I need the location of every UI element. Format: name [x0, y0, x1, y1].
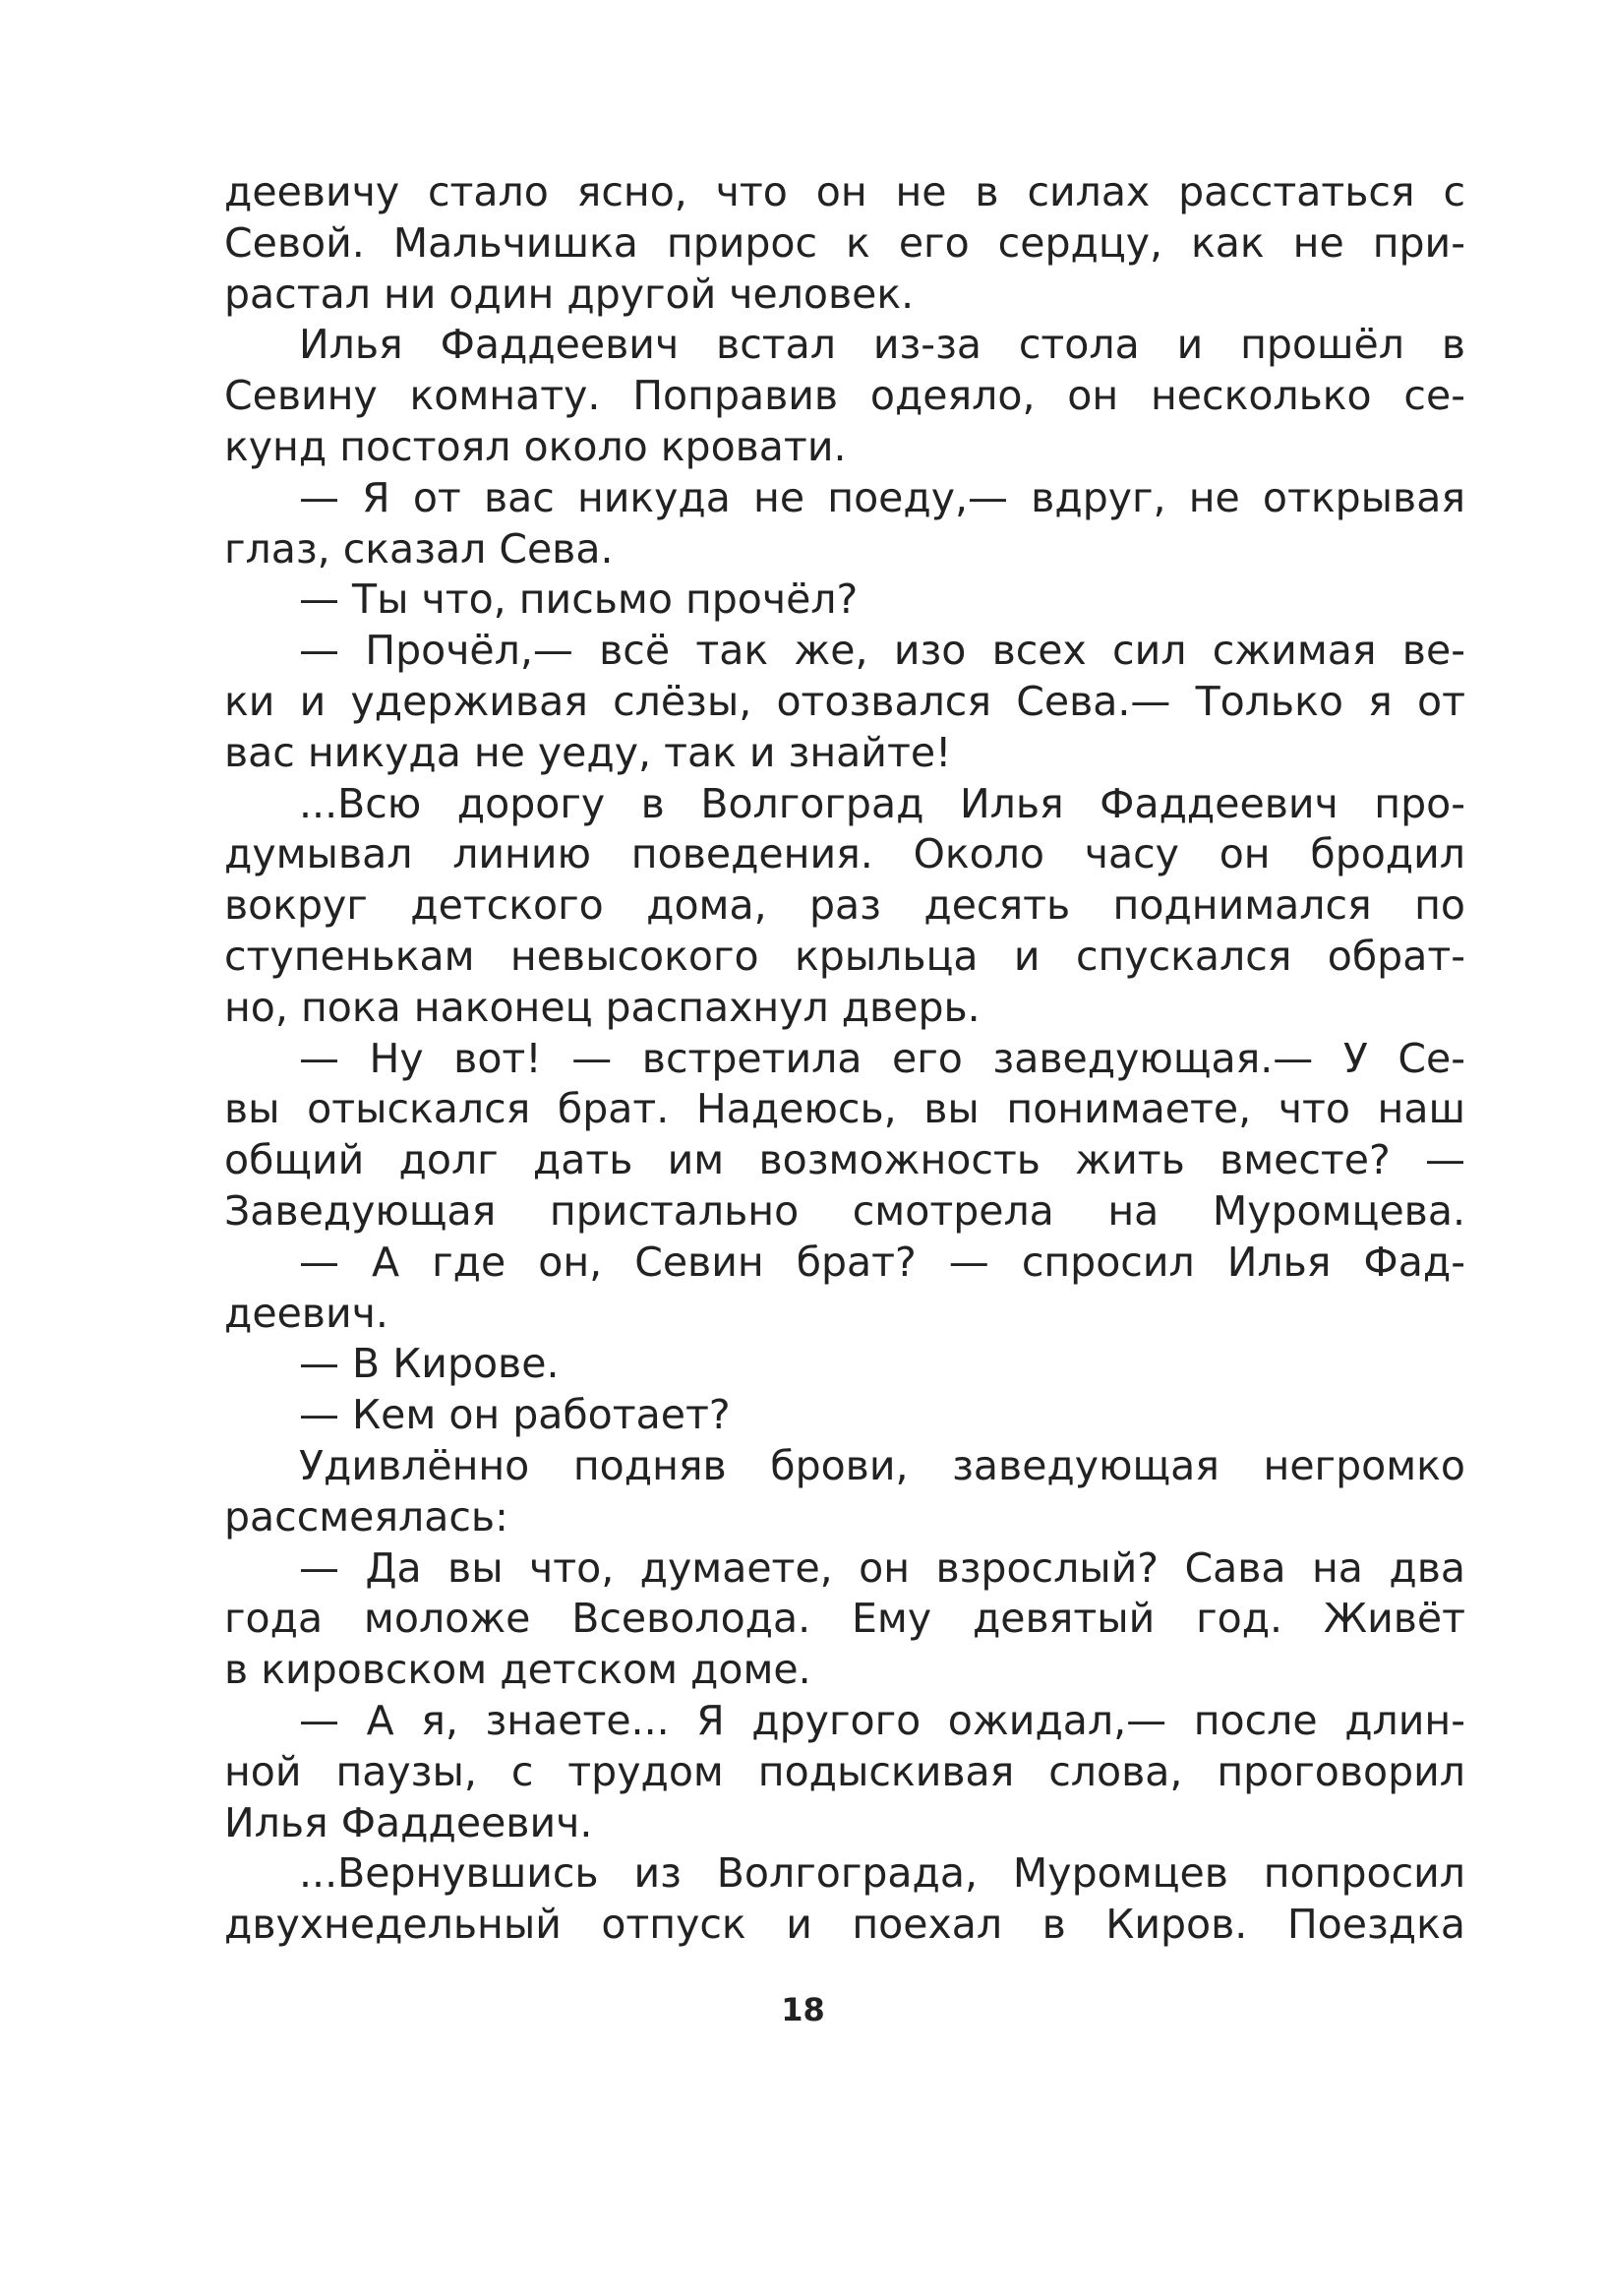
text-line: Удивлённо подняв брови, заведующая негромко [299, 1441, 1465, 1489]
text-line: ступенькам невысокого крыльца и спускался обрат- [224, 932, 1465, 980]
text-line: — Ты что, письмо прочёл? [299, 575, 859, 624]
page-text [224, 167, 1465, 1951]
text-line: вы отыскался брат. Надеюсь, вы понимаете, что наш [224, 1085, 1465, 1133]
text-line: двухнедельный отпуск и поехал в Киров. Поездка [224, 1901, 1465, 1949]
text-line: — А я, знаете... Я другого ожидал,— после длин- [299, 1696, 1465, 1744]
text-line: Илья Фаддеевич встал из-за стола и прошёл в [299, 321, 1465, 369]
text-line: Илья Фаддеевич. [224, 1798, 593, 1846]
text-line: ...Вернувшись из Волгограда, Муромцев попросил [299, 1849, 1465, 1898]
text-line: в кировском детском доме. [224, 1646, 811, 1694]
text-line: — Ну вот! — встретила его заведующая.— У Се- [299, 1034, 1465, 1082]
text-line: кунд постоял около кровати. [224, 422, 847, 470]
text-line: ...Всю дорогу в Волгоград Илья Фаддеевич про- [299, 779, 1465, 827]
text-line: Севой. Мальчишка прирос к его сердцу, как не при- [224, 218, 1465, 267]
text-line: года моложе Всеволода. Ему девятый год. Живёт [224, 1595, 1465, 1643]
text-line: общий долг дать им возможность жить вместе? — [224, 1136, 1465, 1184]
text-line: рассмеялась: [224, 1492, 508, 1541]
page-number: 18 [781, 1991, 825, 2028]
text-line: но, пока наконец распахнул дверь. [224, 983, 981, 1031]
text-line: вас никуда не уеду, так и знайте! [224, 728, 952, 776]
text-line: — Да вы что, думаете, он взрослый? Сава на два [299, 1543, 1465, 1592]
text-line: глаз, сказал Сева. [224, 524, 614, 573]
text-line: деевичу стало ясно, что он не в силах расстаться с [224, 168, 1465, 215]
text-line: деевич. [224, 1289, 388, 1337]
text-line: ной паузы, с трудом подыскивая слова, проговорил [224, 1747, 1465, 1795]
text-line: Севину комнату. Поправив одеяло, он несколько се- [224, 372, 1465, 420]
text-line: — Прочёл,— всё так же, изо всех сил сжимая ве- [299, 627, 1465, 675]
text-line: Заведующая пристально смотрела на Муромцева. [224, 1186, 1465, 1235]
text-line: — А где он, Севин брат? — спросил Илья Фад- [299, 1238, 1465, 1286]
text-line: ки и удерживая слёзы, отозвался Сева.— Только я от [224, 677, 1465, 725]
text-line: — Кем он работает? [299, 1391, 731, 1439]
text-line: — Я от вас никуда не поеду,— вдруг, не открывая [299, 473, 1465, 521]
text-line: — В Кирове. [299, 1340, 560, 1388]
text-line: вокруг детского дома, раз десять поднимался по [224, 881, 1465, 930]
text-line: растал ни один другой человек. [224, 270, 915, 318]
text-line: думывал линию поведения. Около часу он бродил [224, 830, 1465, 878]
